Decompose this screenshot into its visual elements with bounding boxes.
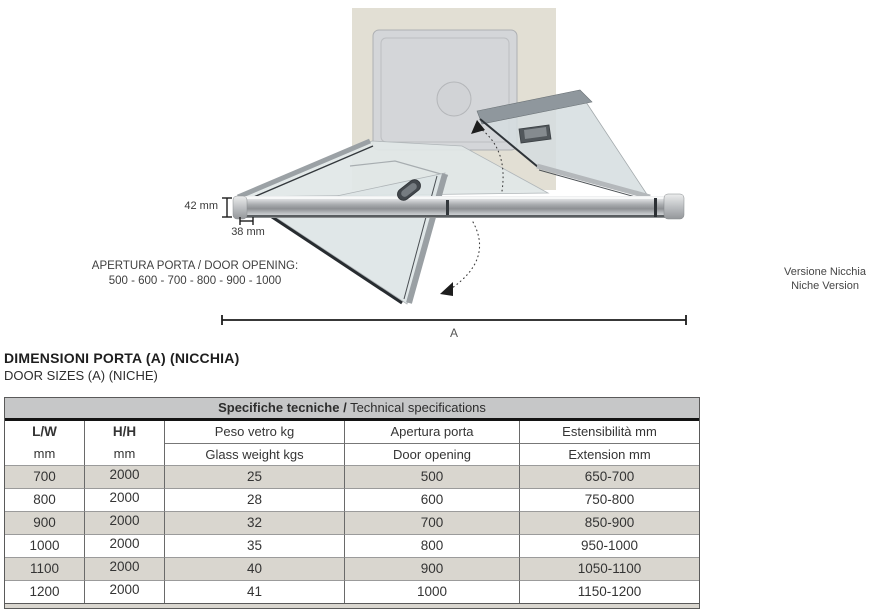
cell-hh: 2000	[85, 465, 165, 488]
section-title	[4, 350, 239, 383]
table-row	[5, 557, 699, 580]
cell-hh: 2000	[85, 488, 165, 511]
door-opening-caption-line1: APERTURA PORTA / DOOR OPENING:	[91, 260, 299, 272]
cell-extension: 1150-1200	[520, 580, 699, 603]
version-caption	[768, 265, 882, 293]
cell-opening: 600	[345, 488, 520, 511]
cell-opening: 1000	[345, 580, 520, 603]
col-header-hh: H/H	[85, 421, 165, 443]
col-header-extension-en: Extension mm	[520, 443, 699, 465]
next-row-sliver	[5, 603, 699, 608]
door-opening-caption-line2: 500 - 600 - 700 - 800 - 900 - 1000	[108, 275, 282, 287]
cell-extension: 950-1000	[520, 534, 699, 557]
col-header-opening-it: Apertura porta	[345, 421, 520, 443]
cell-weight: 28	[165, 488, 345, 511]
cell-lw: 1000	[5, 534, 85, 557]
dim-42-label: 42 mm	[184, 200, 218, 212]
cell-lw: 1200	[5, 580, 85, 603]
cell-weight: 25	[165, 465, 345, 488]
drain-circle	[437, 82, 471, 116]
dim-42-bracket	[222, 198, 232, 217]
cell-weight: 40	[165, 557, 345, 580]
table-row	[5, 465, 699, 488]
spec-header-regular: Technical specifications	[346, 400, 486, 415]
table-row	[5, 580, 699, 603]
col-header-opening-en: Door opening	[345, 443, 520, 465]
swing-arrow-down-icon	[440, 222, 480, 296]
cell-hh: 2000	[85, 580, 165, 603]
door-opening-caption	[50, 259, 340, 289]
width-dimension-line	[222, 315, 686, 325]
column-header-row-1	[5, 421, 699, 443]
col-header-weight-it: Peso vetro kg	[165, 421, 345, 443]
col-header-weight-en: Glass weight kgs	[165, 443, 345, 465]
version-caption-line2: Niche Version	[791, 280, 859, 292]
cell-opening: 900	[345, 557, 520, 580]
cell-extension: 850-900	[520, 511, 699, 534]
rail-end-cap	[664, 194, 684, 219]
cell-extension: 650-700	[520, 465, 699, 488]
col-header-lw: L/W	[5, 421, 85, 443]
col-header-lw-unit: mm	[5, 443, 85, 465]
section-title-italian: DIMENSIONI PORTA (A) (NICCHIA)	[4, 350, 240, 366]
col-header-hh-unit: mm	[85, 443, 165, 465]
dim-38-label: 38 mm	[231, 226, 265, 238]
table-row	[5, 511, 699, 534]
cell-extension: 750-800	[520, 488, 699, 511]
top-rail	[233, 194, 684, 219]
spec-table-header-bar	[5, 398, 699, 418]
col-header-extension-it: Estensibilità mm	[562, 424, 657, 439]
cell-opening: 500	[345, 465, 520, 488]
table-row	[5, 488, 699, 511]
cell-lw: 1100	[5, 557, 85, 580]
cell-hh: 2000	[85, 511, 165, 534]
column-header-row-2	[5, 443, 699, 465]
cell-hh: 2000	[85, 534, 165, 557]
cell-weight: 41	[165, 580, 345, 603]
cell-lw: 700	[5, 465, 85, 488]
width-dimension-label: A	[449, 326, 458, 340]
cell-weight: 35	[165, 534, 345, 557]
spec-table	[4, 397, 700, 609]
section-title-english: DOOR SIZES (A) (NICHE)	[4, 368, 158, 383]
cell-weight: 32	[165, 511, 345, 534]
version-caption-line1: Versione Nicchia	[784, 266, 866, 278]
cell-lw: 900	[5, 511, 85, 534]
cell-opening: 800	[345, 534, 520, 557]
cell-opening: 700	[345, 511, 520, 534]
cell-extension: 1050-1100	[520, 557, 699, 580]
table-row	[5, 534, 699, 557]
spec-header-bold: Specifiche tecniche /	[218, 400, 347, 415]
cell-hh: 2000	[85, 557, 165, 580]
cell-lw: 800	[5, 488, 85, 511]
